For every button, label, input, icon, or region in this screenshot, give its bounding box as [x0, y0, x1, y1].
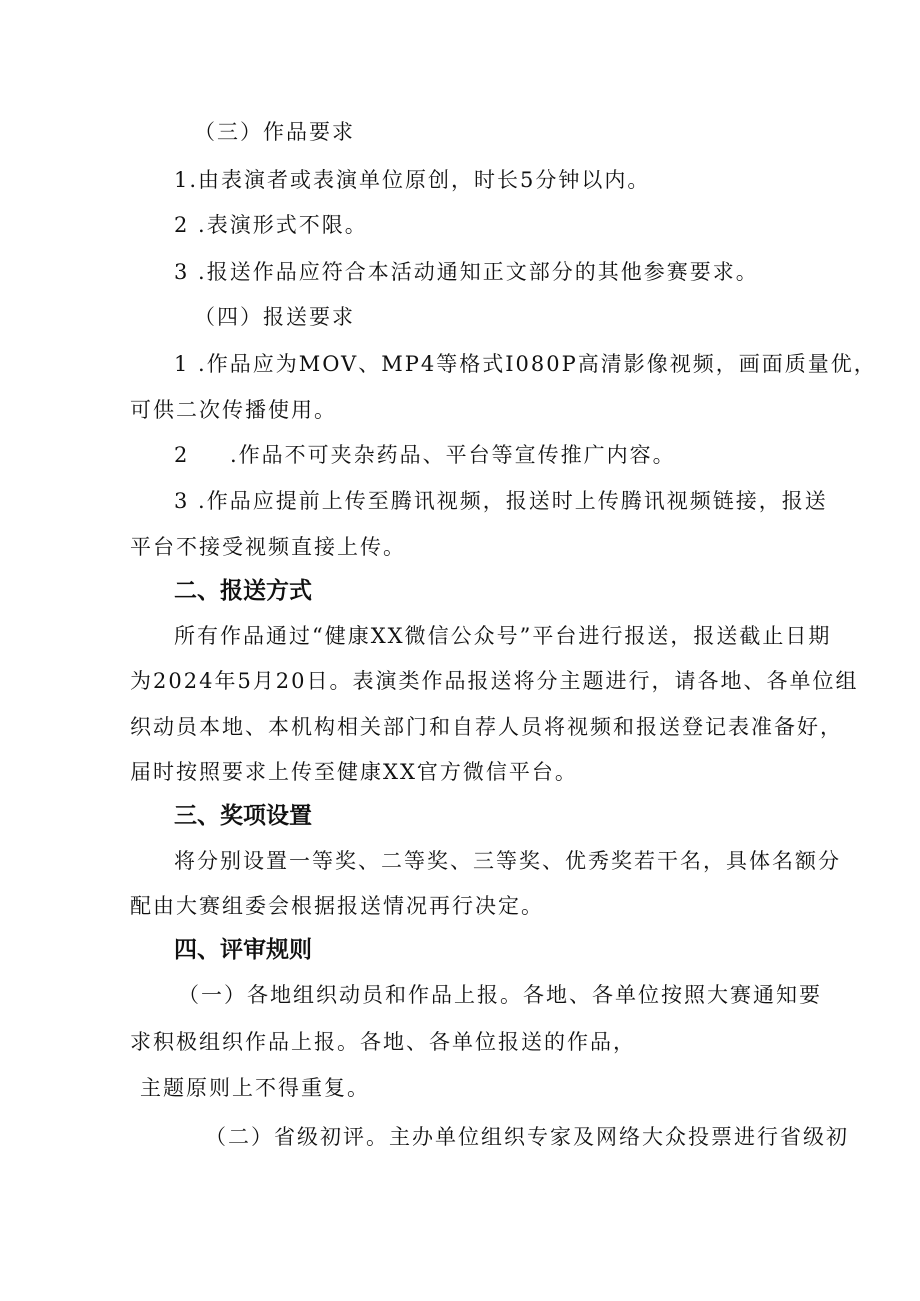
section-3-item-3: 3 .报送作品应符合本活动通知正文部分的其他参赛要求。 [174, 260, 759, 284]
review-paragraph-2-line-1: （二）省级初评。主办单位组织专家及网络大众投票进行省级初 [205, 1125, 849, 1149]
heading-awards: 三、奖项设置 [174, 803, 312, 829]
section-4-item-3-line-1: 3 .作品应提前上传至腾讯视频，报送时上传腾讯视频链接，报送 [174, 489, 828, 513]
review-paragraph-1-line-1: （一）各地组织动员和作品上报。各地、各单位按照大赛通知要 [178, 983, 822, 1007]
section-4-item-2-number: 2 [174, 443, 190, 467]
section-3-item-2: 2 .表演形式不限。 [174, 213, 368, 237]
section-3-item-1: 1.由表演者或表演单位原创，时长5分钟以内。 [174, 168, 651, 192]
section-4-item-3-line-2: 平台不接受视频直接上传。 [130, 535, 406, 559]
submission-paragraph-line-2: 为2024年5月20日。表演类作品报送将分主题进行，请各地、各单位组 [130, 669, 859, 693]
review-paragraph-1-line-3: 主题原则上不得重复。 [140, 1076, 370, 1100]
submission-paragraph-line-1: 所有作品通过“健康XX微信公众号”平台进行报送，报送截止日期 [174, 624, 832, 648]
submission-paragraph-line-3: 织动员本地、本机构相关部门和自荐人员将视频和报送登记表准备好， [130, 715, 843, 739]
awards-paragraph-line-2: 配由大赛组委会根据报送情况再行决定。 [130, 894, 544, 918]
section-4-item-1-line-2: 可供二次传播使用。 [130, 398, 337, 422]
section-4-item-2-text: .作品不可夹杂药品、平台等宣传推广内容。 [230, 443, 676, 467]
review-paragraph-1-line-2: 求积极组织作品上报。各地、各单位报送的作品， [130, 1030, 636, 1054]
section-3-title: （三）作品要求 [194, 120, 355, 144]
section-4-item-1-line-1: 1 .作品应为MOV、MP4等格式I080P高清影像视频，画面质量优， [174, 352, 877, 376]
awards-paragraph-line-1: 将分别设置一等奖、二等奖、三等奖、优秀奖若干名，具体名额分 [174, 849, 841, 873]
heading-review-rules: 四、评审规则 [174, 937, 312, 963]
heading-submission-method: 二、报送方式 [174, 578, 312, 604]
section-4-title: （四）报送要求 [194, 305, 355, 329]
submission-paragraph-line-4: 届时按照要求上传至健康XX官方微信平台。 [130, 760, 578, 784]
